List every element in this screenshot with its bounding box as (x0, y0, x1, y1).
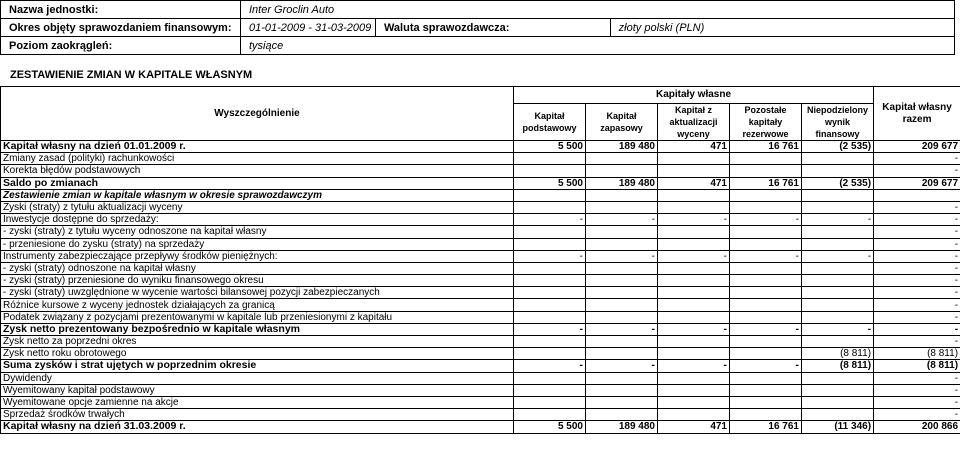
row-value: - (658, 323, 730, 335)
row-value (658, 153, 730, 165)
period-row (1, 19, 955, 37)
col-header-description: Wyszczególnienie (1, 87, 514, 141)
row-value (514, 262, 586, 274)
row-value (802, 165, 874, 177)
row-value (802, 275, 874, 287)
row-value (658, 372, 730, 384)
row-value (514, 226, 586, 238)
row-value (658, 238, 730, 250)
row-value: - (514, 214, 586, 226)
row-value (730, 311, 802, 323)
row-value (730, 201, 802, 213)
table-row (1, 238, 960, 250)
table-row (1, 348, 960, 360)
table-row (1, 141, 960, 153)
row-value: - (874, 262, 960, 274)
row-value (802, 311, 874, 323)
row-value: (8 811) (802, 360, 874, 372)
rounding-row (1, 37, 955, 55)
row-value (658, 165, 730, 177)
row-value: - (802, 214, 874, 226)
row-label: Wyemitowany kapitał podstawowy (1, 384, 514, 396)
row-value (658, 275, 730, 287)
row-value (586, 153, 658, 165)
row-label: Wyemitowane opcje zamienne na akcje (1, 396, 514, 408)
row-value (586, 165, 658, 177)
row-value: (8 811) (874, 348, 960, 360)
row-value (514, 153, 586, 165)
row-value: 189 480 (586, 421, 658, 433)
row-value: - (874, 299, 960, 311)
row-value (730, 226, 802, 238)
table-row (1, 372, 960, 384)
row-value: 16 761 (730, 421, 802, 433)
row-value (514, 287, 586, 299)
row-value (658, 348, 730, 360)
entity-name-label: Nazwa jednostki: (1, 1, 241, 19)
row-value (658, 409, 730, 421)
row-value: - (586, 250, 658, 262)
table-row (1, 153, 960, 165)
row-value (802, 238, 874, 250)
row-value (586, 238, 658, 250)
table-row (1, 262, 960, 274)
table-row (1, 275, 960, 287)
period-label: Okres objęty sprawozdaniem finansowym: (1, 19, 241, 37)
row-value (514, 299, 586, 311)
row-value (658, 396, 730, 408)
row-value (802, 409, 874, 421)
row-value (730, 336, 802, 348)
table-row (1, 226, 960, 238)
row-label: Zysk netto roku obrotowego (1, 348, 514, 360)
row-value: 16 761 (730, 177, 802, 189)
row-value (730, 409, 802, 421)
row-value (802, 153, 874, 165)
row-value (730, 348, 802, 360)
row-value: - (730, 323, 802, 335)
table-row (1, 287, 960, 299)
row-label: Inwestycje dostępne do sprzedaży: (1, 214, 514, 226)
row-value: - (874, 372, 960, 384)
row-value: - (874, 336, 960, 348)
row-value (586, 396, 658, 408)
row-value: 209 677 (874, 141, 960, 153)
row-value: (2 535) (802, 141, 874, 153)
col-header-retained-earnings: Niepodzielony wynik finansowy (802, 104, 874, 141)
row-value (514, 409, 586, 421)
row-label: Zmiany zasad (polityki) rachunkowości (1, 153, 514, 165)
row-label: Saldo po zmianach (1, 177, 514, 189)
table-row (1, 299, 960, 311)
row-value: - (514, 323, 586, 335)
row-value (586, 372, 658, 384)
row-label: Kapitał własny na dzień 31.03.2009 r. (1, 421, 514, 433)
row-value (586, 336, 658, 348)
row-value (514, 275, 586, 287)
table-row (1, 360, 960, 372)
row-value (514, 189, 586, 201)
row-value (586, 299, 658, 311)
period-value: 01-01-2009 - 31-03-2009 (240, 19, 375, 37)
row-value: - (874, 153, 960, 165)
row-value (658, 384, 730, 396)
row-label: - zyski (straty) odnoszone na kapitał własny (1, 262, 514, 274)
row-value (658, 189, 730, 201)
row-value: - (874, 201, 960, 213)
row-value: - (730, 214, 802, 226)
row-value (730, 287, 802, 299)
row-value (802, 201, 874, 213)
row-value: - (730, 360, 802, 372)
row-value: 189 480 (586, 177, 658, 189)
report-header (0, 0, 955, 55)
row-value (514, 372, 586, 384)
row-value: - (874, 311, 960, 323)
row-value (730, 238, 802, 250)
row-label: Sprzedaż środków trwałych (1, 409, 514, 421)
equity-changes-table (0, 86, 960, 434)
table-row (1, 250, 960, 262)
row-value (514, 336, 586, 348)
row-value (730, 299, 802, 311)
row-value: 5 500 (514, 421, 586, 433)
row-label: Zysk netto za poprzedni okres (1, 336, 514, 348)
row-label: Różnice kursowe z wyceny jednostek działających za granicą (1, 299, 514, 311)
row-label: - przeniesione do zysku (straty) na sprzedaży (1, 238, 514, 250)
col-group-equity: Kapitały własne (514, 87, 874, 104)
row-value: - (874, 238, 960, 250)
row-value: - (874, 396, 960, 408)
row-value (514, 311, 586, 323)
table-row (1, 409, 960, 421)
row-value (514, 238, 586, 250)
currency-value: złoty polski (PLN) (610, 19, 954, 37)
row-value: - (658, 214, 730, 226)
table-row (1, 165, 960, 177)
row-value: - (586, 323, 658, 335)
row-value: - (874, 275, 960, 287)
row-value: - (730, 250, 802, 262)
rounding-label: Poziom zaokrągleń: (1, 37, 241, 55)
col-header-share-capital: Kapitał podstawowy (514, 104, 586, 141)
statement-title: ZESTAWIENIE ZMIAN W KAPITALE WŁASNYM (10, 69, 253, 81)
row-value (658, 336, 730, 348)
row-value: 471 (658, 141, 730, 153)
row-value: 16 761 (730, 141, 802, 153)
row-value (730, 372, 802, 384)
row-label: Kapitał własny na dzień 01.01.2009 r. (1, 141, 514, 153)
row-label: Suma zysków i strat ujętych w poprzednim okresie (1, 360, 514, 372)
row-value: 5 500 (514, 177, 586, 189)
row-value (802, 226, 874, 238)
row-value (658, 226, 730, 238)
row-value: - (802, 323, 874, 335)
row-value (730, 153, 802, 165)
row-value (730, 262, 802, 274)
row-value (586, 409, 658, 421)
row-label: - zyski (straty) przeniesione do wyniku finansowego okresu (1, 275, 514, 287)
row-value: 5 500 (514, 141, 586, 153)
row-value (586, 348, 658, 360)
row-value (802, 396, 874, 408)
row-value (514, 384, 586, 396)
row-value: - (514, 250, 586, 262)
row-value (730, 189, 802, 201)
col-header-reserve-capital: Kapitał zapasowy (586, 104, 658, 141)
row-value: 200 866 (874, 421, 960, 433)
row-label: Korekta błędów podstawowych (1, 165, 514, 177)
row-value (586, 201, 658, 213)
table-row (1, 384, 960, 396)
row-label: Zysk netto prezentowany bezpośrednio w kapitale własnym (1, 323, 514, 335)
row-value (730, 396, 802, 408)
row-value (514, 348, 586, 360)
col-header-total: Kapitał własny razem (874, 87, 960, 141)
table-row (1, 336, 960, 348)
table-row (1, 311, 960, 323)
row-value: - (874, 226, 960, 238)
row-value (586, 189, 658, 201)
row-value (586, 287, 658, 299)
row-value (586, 311, 658, 323)
row-value: - (874, 287, 960, 299)
row-value: - (874, 250, 960, 262)
row-value: - (658, 360, 730, 372)
row-value (802, 287, 874, 299)
row-value: - (874, 384, 960, 396)
row-value: - (874, 165, 960, 177)
row-value (586, 226, 658, 238)
row-label: Dywidendy (1, 372, 514, 384)
row-value: 209 677 (874, 177, 960, 189)
row-value: - (658, 250, 730, 262)
rounding-value: tysiące (240, 37, 954, 55)
row-label: - zyski (straty) z tytułu wyceny odnoszone na kapitał własny (1, 226, 514, 238)
row-value (514, 165, 586, 177)
row-value (730, 275, 802, 287)
row-value (802, 384, 874, 396)
row-label: Zyski (straty) z tytułu aktualizacji wyceny (1, 201, 514, 213)
row-value: 471 (658, 421, 730, 433)
col-header-other-reserves: Pozostałe kapitały rezerwowe (730, 104, 802, 141)
table-row (1, 323, 960, 335)
entity-name-row (1, 1, 955, 19)
row-value: - (514, 360, 586, 372)
table-row (1, 177, 960, 189)
table-row (1, 189, 960, 201)
row-value: (11 346) (802, 421, 874, 433)
row-value: (2 535) (802, 177, 874, 189)
row-value (658, 262, 730, 274)
row-value (658, 299, 730, 311)
table-row (1, 201, 960, 213)
row-label: Instrumenty zabezpieczające przepływy środków pieniężnych: (1, 250, 514, 262)
row-value (802, 262, 874, 274)
row-value: 471 (658, 177, 730, 189)
row-value: (8 811) (874, 360, 960, 372)
entity-name-value: Inter Groclin Auto (240, 1, 954, 19)
row-value: - (586, 360, 658, 372)
row-value (730, 384, 802, 396)
row-value: - (586, 214, 658, 226)
row-value: - (874, 214, 960, 226)
row-value (658, 287, 730, 299)
table-row (1, 214, 960, 226)
row-value (802, 372, 874, 384)
row-value (874, 189, 960, 201)
row-label: - zyski (straty) uwzględnione w wycenie wartości bilansowej pozycji zabezpieczanych (1, 287, 514, 299)
row-value (658, 311, 730, 323)
row-value: - (874, 323, 960, 335)
row-value (658, 201, 730, 213)
row-value (802, 336, 874, 348)
col-header-revaluation: Kapitał z aktualizacji wyceny (658, 104, 730, 141)
row-value (586, 262, 658, 274)
row-value: (8 811) (802, 348, 874, 360)
row-value: - (802, 250, 874, 262)
table-row (1, 396, 960, 408)
row-label: Zestawienie zmian w kapitale własnym w okresie sprawozdawczym (1, 189, 514, 201)
row-value (802, 299, 874, 311)
table-row (1, 421, 960, 433)
row-value (514, 396, 586, 408)
row-value (730, 165, 802, 177)
row-value (802, 189, 874, 201)
row-value: - (874, 409, 960, 421)
row-value (586, 384, 658, 396)
row-value (586, 275, 658, 287)
currency-label: Waluta sprawozdawcza: (375, 19, 610, 37)
row-label: Podatek związany z pozycjami prezentowanymi w kapitale lub przeniesionymi z kapitału (1, 311, 514, 323)
row-value (514, 201, 586, 213)
row-value: 189 480 (586, 141, 658, 153)
